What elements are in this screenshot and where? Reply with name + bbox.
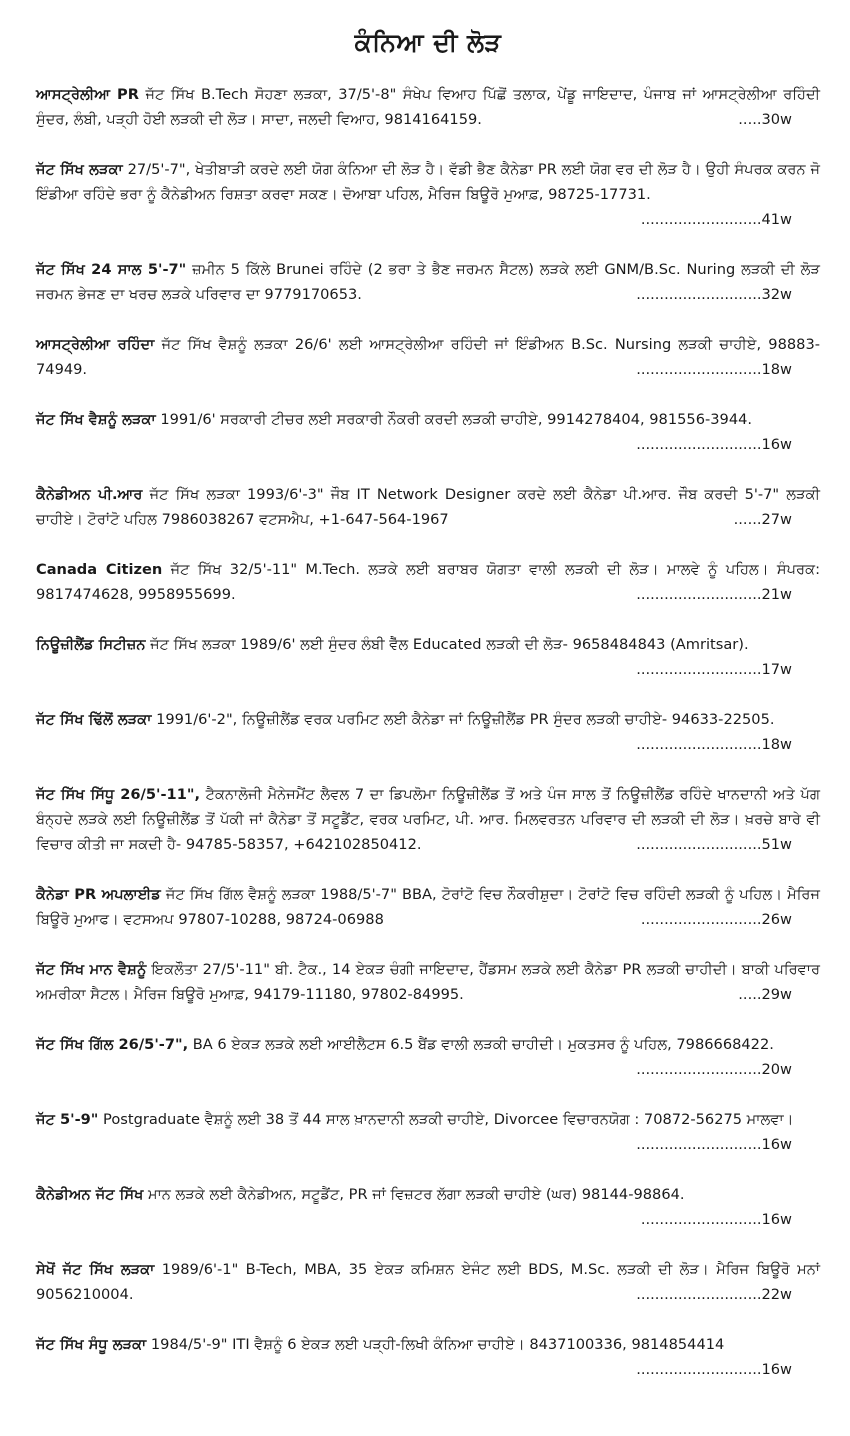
ad-heading: ਜੱਟ ਸਿੱਖ ਲੜਕਾ: [36, 161, 123, 178]
ad-heading: Canada Citizen: [36, 561, 163, 578]
ad-word-count: ...........................22w: [636, 1286, 792, 1303]
matrimonial-ad: [36, 332, 820, 382]
ad-heading: ਸੇਖੋਂ ਜੱਟ ਸਿੱਖ ਲੜਕਾ: [36, 1261, 155, 1278]
ad-word-count: ...........................18w: [636, 361, 792, 378]
ad-text: ਟੈਕਨਾਲੋਜੀ ਮੈਨੇਜਮੈਂਟ ਲੈਵਲ 7 ਦਾ ਡਿਪਲੋਮਾ ਨਿਊਜ਼ੀਲੈਂਡ ਤੋਂ ਅਤੇ ਪੰਜ ਸਾਲ ਤੋਂ ਨਿਊਜ਼ੀਲੈਂਡ ਰਹਿੰਦੇ ਖਾਨਦਾਨੀ ਅਤੇ ਪੱਗ ਬੰਨ੍ਹਦੇ ਲੜਕੇ ਲਈ ਨਿਊਜ਼ੀਲੈਂਡ ਤੋਂ ਪੱਕੀ ਜਾਂ ਕੈਨੇਡਾ ਤੋਂ ਸਟੂਡੈਂਟ, ਵਰਕ ਪਰਮਿਟ, ਪੀ. ਆਰ. ਮਿਲਵਰਤਨ ਪਰਿਵਾਰ ਦੀ ਲੜਕੀ ਦੀ ਲੋੜ। ਖ਼ਰਚੇ ਬਾਰੇ ਵੀ ਵਿਚਾਰ ਕੀਤੀ ਜਾ ਸਕਦੀ ਹੈ- 94785-58357, +642102850412.: [36, 786, 821, 853]
ad-heading: ਕੈਨੇਡੀਅਨ ਜੱਟ ਸਿੱਖ: [36, 1186, 144, 1203]
ad-word-count: ...........................17w: [636, 661, 792, 678]
ad-text: 1991/6'-2", ਨਿਊਜ਼ੀਲੈਂਡ ਵਰਕ ਪਰਮਿਟ ਲਈ ਕੈਨੇਡਾ ਜਾਂ ਨਿਊਜ਼ੀਲੈਂਡ PR ਸੁੰਦਰ ਲੜਕੀ ਚਾਹੀਏ- 94633-22505.: [156, 711, 775, 728]
matrimonial-ad: [36, 957, 820, 1007]
matrimonial-ad: [36, 1182, 820, 1232]
matrimonial-ad: [36, 1107, 820, 1157]
ad-text: 1989/6'-1" B-Tech, MBA, 35 ਏਕੜ ਕਮਿਸ਼ਨ ਏਜੰਟ ਲਈ BDS, M.Sc. ਲੜਕੀ ਦੀ ਲੋੜ। ਮੈਰਿਜ ਬਿਊਰੋ ਮਨਾਂ 9056210004.: [36, 1261, 821, 1303]
matrimonial-ad: [36, 1257, 820, 1307]
ad-heading: ਜੱਟ ਸਿੱਖ ਸੰਧੂ ਲੜਕਾ: [36, 1336, 147, 1353]
ad-heading: ਜੱਟ ਸਿੱਖ ਮਾਨ ਵੈਸ਼ਨੂੰ: [36, 961, 147, 978]
ad-text: 1991/6' ਸਰਕਾਰੀ ਟੀਚਰ ਲਈ ਸਰਕਾਰੀ ਨੌਕਰੀ ਕਰਦੀ ਲੜਕੀ ਚਾਹੀਏ, 9914278404, 981556-3944.: [160, 411, 753, 428]
ad-word-count: ......27w: [733, 511, 792, 528]
ad-word-count: ...........................16w: [636, 1361, 792, 1378]
ad-word-count: ...........................16w: [636, 436, 792, 453]
matrimonial-ad: [36, 257, 820, 307]
matrimonial-ad: [36, 1332, 820, 1382]
ad-text: ਇਕਲੌਤਾ 27/5'-11" ਬੀ. ਟੈਕ., 14 ਏਕੜ ਚੰਗੀ ਜਾਇਦਾਦ, ਹੈਂਡਸਮ ਲੜਕੇ ਲਈ ਕੈਨੇਡਾ PR ਲੜਕੀ ਚਾਹੀਦੀ। ਬਾਕੀ ਪਰਿਵਾਰ ਅਮਰੀਕਾ ਸੈਟਲ। ਮੈਰਿਜ ਬਿਊਰੋ ਮੁਆਫ਼, 94179-11180, 97802-84995.: [36, 961, 820, 1003]
ad-heading: ਜੱਟ ਸਿੱਖ ਵੈਸ਼ਨੂੰ ਲੜਕਾ: [36, 411, 156, 428]
ad-text: ਜੱਟ ਸਿੱਖ B.Tech ਸੋਹਣਾ ਲੜਕਾ, 37/5'-8" ਸੰਖੇਪ ਵਿਆਹ ਪਿੱਛੋਂ ਤਲਾਕ, ਪੇਂਡੂ ਜਾਇਦਾਦ, ਪੰਜਾਬ ਜਾਂ ਆਸਟ੍ਰੇਲੀਆ ਰਹਿੰਦੀ ਸੁੰਦਰ, ਲੰਬੀ, ਪੜ੍ਹੀ ਹੋਈ ਲੜਕੀ ਦੀ ਲੋੜ। ਸਾਦਾ, ਜਲਦੀ ਵਿਆਹ, 9814164159.: [36, 86, 820, 128]
ad-text: Postgraduate ਵੈਸ਼ਨੂੰ ਲਈ 38 ਤੋਂ 44 ਸਾਲ ਖ਼ਾਨਦਾਨੀ ਲੜਕੀ ਚਾਹੀਏ, Divorcee ਵਿਚਾਰਨਯੋਗ : 70872-56275 ਮਾਲਵਾ।: [103, 1111, 794, 1128]
matrimonial-ad: [36, 882, 820, 932]
ad-text: ਜੱਟ ਸਿੱਖ ਵੈਸ਼ਨੂੰ ਲੜਕਾ 26/6' ਲਈ ਆਸਟ੍ਰੇਲੀਆ ਰਹਿੰਦੀ ਜਾਂ ਇੰਡੀਅਨ B.Sc. Nursing ਲੜਕੀ ਚਾਹੀਏ, 98883-74949.: [36, 336, 821, 378]
ad-word-count: ...........................32w: [636, 286, 792, 303]
ad-word-count: .....30w: [738, 111, 792, 128]
ad-heading: ਆਸਟ੍ਰੇਲੀਆ ਰਹਿੰਦਾ: [36, 336, 155, 353]
matrimonial-ad: [36, 1032, 820, 1082]
matrimonial-ad: [36, 157, 820, 232]
ad-heading: ਆਸਟ੍ਰੇਲੀਆ PR: [36, 86, 139, 103]
matrimonial-ad: [36, 557, 820, 607]
ad-text: ਜੱਟ ਸਿੱਖ ਗਿੱਲ ਵੈਸ਼ਨੂੰ ਲੜਕਾ 1988/5'-7" BBA, ਟੋਰਾਂਟੋ ਵਿਚ ਨੌਕਰੀਸ਼ੁਦਾ। ਟੋਰਾਂਟੋ ਵਿਚ ਰਹਿੰਦੀ ਲੜਕੀ ਨੂੰ ਪਹਿਲ। ਮੈਰਿਜ ਬਿਊਰੋ ਮੁਆਫ। ਵਟਸਅਪ 97807-10288, 98724-06988: [36, 886, 821, 928]
ad-heading: ਕੈਨੇਡੀਅਨ ਪੀ.ਆਰ: [36, 486, 143, 503]
ad-word-count: ...........................51w: [636, 836, 792, 853]
ad-word-count: ...........................16w: [636, 1136, 792, 1153]
matrimonial-ad: [36, 632, 820, 682]
ad-text: ਜੱਟ ਸਿੱਖ ਲੜਕਾ 1989/6' ਲਈ ਸੁੰਦਰ ਲੰਬੀ ਵੈੱਲ Educated ਲੜਕੀ ਦੀ ਲੋੜ- 9658484843 (Amritsar).: [150, 636, 749, 653]
ad-text: ਜੱਟ ਸਿੱਖ 32/5'-11" M.Tech. ਲੜਕੇ ਲਈ ਬਰਾਬਰ ਯੋਗਤਾ ਵਾਲੀ ਲੜਕੀ ਦੀ ਲੋੜ। ਮਾਲਵੇ ਨੂੰ ਪਹਿਲ। ਸੰਪਰਕ: 9817474628, 9958955699.: [36, 561, 820, 603]
ad-word-count: ...........................20w: [636, 1061, 792, 1078]
page-title: ਕੰਨਿਆ ਦੀ ਲੋੜ: [354, 28, 502, 57]
ad-word-count: ...........................18w: [636, 736, 792, 753]
ad-text: BA 6 ਏਕੜ ਲੜਕੇ ਲਈ ਆਈਲੈਟਸ 6.5 ਬੈਂਡ ਵਾਲੀ ਲੜਕੀ ਚਾਹੀਦੀ। ਮੁਕਤਸਰ ਨੂੰ ਪਹਿਲ, 7986668422.: [192, 1036, 774, 1053]
ad-heading: ਨਿਊਜ਼ੀਲੈਂਡ ਸਿਟੀਜ਼ਨ: [36, 636, 146, 653]
ad-text: ਜੱਟ ਸਿੱਖ ਲੜਕਾ 1993/6'-3" ਜੌਬ IT Network Designer ਕਰਦੇ ਲਈ ਕੈਨੇਡਾ ਪੀ.ਆਰ. ਜੌਬ ਕਰਦੀ 5'-7" ਲੜਕੀ ਚਾਹੀਏ। ਟੋਰਾਂਟੋ ਪਹਿਲ 7986038267 ਵਟਸਐਪ, +1-647-564-1967: [36, 486, 821, 528]
ad-heading: ਜੱਟ ਸਿੱਖ 24 ਸਾਲ 5'-7": [36, 261, 187, 278]
ad-word-count: .....29w: [738, 986, 792, 1003]
ads-list: [36, 82, 820, 1382]
matrimonial-ad: [36, 407, 820, 457]
ad-text: 1984/5'-9" ITI ਵੈਸ਼ਨੂੰ 6 ਏਕੜ ਲਈ ਪੜ੍ਹੀ-ਲਿਖੀ ਕੰਨਿਆ ਚਾਹੀਏ। 8437100336, 9814854414: [150, 1336, 725, 1353]
ad-text: 27/5'-7", ਖੇਤੀਬਾੜੀ ਕਰਦੇ ਲਈ ਯੋਗ ਕੰਨਿਆ ਦੀ ਲੋੜ ਹੈ। ਵੱਡੀ ਭੈਣ ਕੈਨੇਡਾ PR ਲਈ ਯੋਗ ਵਰ ਦੀ ਲੋੜ ਹੈ। ਉਹੀ ਸੰਪਰਕ ਕਰਨ ਜੋ ਇੰਡੀਆ ਰਹਿੰਦੇ ਭਰਾ ਨੂੰ ਕੈਨੇਡੀਅਨ ਰਿਸ਼ਤਾ ਕਰਵਾ ਸਕਣ। ਦੋਆਬਾ ਪਹਿਲ, ਮੈਰਿਜ ਬਿਊਰੋ ਮੁਆਫ਼, 98725-17731.: [36, 161, 820, 203]
ad-heading: ਜੱਟ ਸਿੱਖ ਢਿੱਲੋਂ ਲੜਕਾ: [36, 711, 152, 728]
ad-word-count: ..........................41w: [640, 211, 792, 228]
ad-heading: ਜੱਟ ਸਿੱਖ ਗਿੱਲ 26/5'-7",: [36, 1036, 189, 1053]
ad-word-count: ..........................26w: [640, 911, 792, 928]
matrimonial-ad: [36, 82, 820, 132]
ad-text: ਜ਼ਮੀਨ 5 ਕਿੱਲੇ Brunei ਰਹਿੰਦੇ (2 ਭਰਾ ਤੇ ਭੈਣ ਜਰਮਨ ਸੈਟਲ) ਲੜਕੇ ਲਈ GNM/B.Sc. Nuring ਲੜਕੀ ਦੀ ਲੋੜ ਜਰਮਨ ਭੇਜਣ ਦਾ ਖਰਚ ਲੜਕੇ ਪਰਿਵਾਰ ਦਾ 9779170653.: [36, 261, 821, 303]
ad-heading: ਜੱਟ 5'-9": [36, 1111, 99, 1128]
ad-heading: ਜੱਟ ਸਿੱਖ ਸਿੱਧੂ 26/5'-11",: [36, 786, 201, 803]
ad-word-count: ...........................21w: [636, 586, 792, 603]
matrimonial-ad: [36, 782, 820, 857]
ad-heading: ਕੈਨੇਡਾ PR ਅਪਲਾਈਡ: [36, 886, 161, 903]
ad-word-count: ..........................16w: [640, 1211, 792, 1228]
ad-text: ਮਾਨ ਲੜਕੇ ਲਈ ਕੈਨੇਡੀਅਨ, ਸਟੂਡੈਂਟ, PR ਜਾਂ ਵਿਜ਼ਟਰ ਲੱਗਾ ਲੜਕੀ ਚਾਹੀਏ (ਘਰ) 98144-98864.: [147, 1186, 685, 1203]
matrimonial-ad: [36, 482, 820, 532]
matrimonial-ad: [36, 707, 820, 757]
